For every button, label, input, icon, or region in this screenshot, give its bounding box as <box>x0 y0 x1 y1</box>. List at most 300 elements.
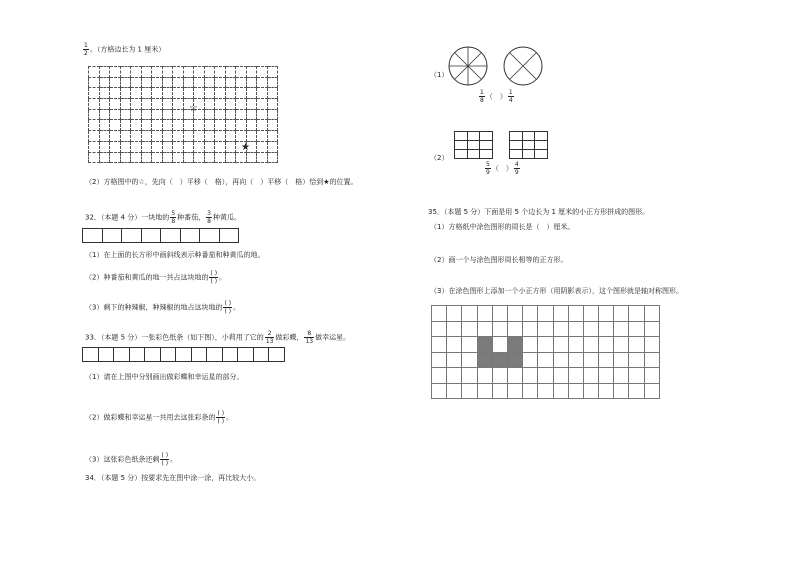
grid-cell <box>236 152 247 163</box>
grid-cell <box>492 383 507 399</box>
grid-cell <box>204 77 215 88</box>
grid-cell <box>492 337 507 353</box>
grid-cell <box>225 77 236 88</box>
grid-cell <box>225 131 236 142</box>
grid-cell <box>173 152 184 163</box>
rect-cell <box>522 150 535 159</box>
grid-cell <box>477 306 492 322</box>
grid-cell <box>141 109 152 120</box>
grid-cell <box>99 152 110 163</box>
grid-cell <box>131 120 142 131</box>
grid-cell <box>89 141 100 152</box>
grid-cell <box>99 99 110 110</box>
grid-cell <box>131 99 142 110</box>
grid-cell <box>538 383 553 399</box>
grid-cell <box>204 109 215 120</box>
grid-cell <box>141 77 152 88</box>
grid-cell <box>89 120 100 131</box>
grid-cell <box>599 352 614 368</box>
grid-cell <box>215 77 226 88</box>
grid-cell <box>599 337 614 353</box>
grid-cell <box>131 109 142 120</box>
q35-part3: （3）在涂色图形上添加一个小正方形（用阴影表示），这个图形就是轴对称图形。 <box>430 287 683 295</box>
rect-cell <box>480 150 493 159</box>
grid-cell <box>599 306 614 322</box>
grid-cell <box>236 99 247 110</box>
grid-cell <box>267 99 278 110</box>
grid-cell <box>120 77 131 88</box>
rect-cell <box>455 141 468 150</box>
grid-cell <box>110 109 121 120</box>
grid-cell <box>267 131 278 142</box>
grid-cell <box>99 77 110 88</box>
grid-cell <box>162 131 173 142</box>
grid-cell <box>432 337 447 353</box>
strip-cell <box>102 229 122 243</box>
rect-cell <box>535 132 548 141</box>
grid-cell <box>173 141 184 152</box>
grid-cell <box>629 306 644 322</box>
hollow-star: ☆ <box>189 103 198 114</box>
grid-cell <box>246 152 257 163</box>
grid-cell <box>204 131 215 142</box>
grid-cell <box>507 352 522 368</box>
grid-cell <box>173 131 184 142</box>
grid-cell <box>523 368 538 384</box>
grid-cell <box>120 99 131 110</box>
grid-cell <box>183 120 194 131</box>
rect-cell <box>455 132 468 141</box>
grid-cell <box>225 99 236 110</box>
strip-cell <box>253 348 269 362</box>
grid-cell <box>257 109 268 120</box>
strip-cell <box>129 348 145 362</box>
p2-label: （2） <box>430 154 449 162</box>
grid-cell <box>110 120 121 131</box>
grid-cell <box>432 383 447 399</box>
grid-cell <box>183 88 194 99</box>
grid-cell <box>110 77 121 88</box>
rect-cell <box>510 132 523 141</box>
grid-cell <box>432 306 447 322</box>
rectangle-ninths-right <box>509 131 548 159</box>
grid-cell <box>120 141 131 152</box>
thirteen-part-paper-strip <box>82 347 285 362</box>
grid-cell <box>194 67 205 78</box>
grid-cell <box>246 88 257 99</box>
grid-cell <box>215 131 226 142</box>
grid-cell <box>225 141 236 152</box>
grid-cell <box>131 131 142 142</box>
grid-cell <box>215 109 226 120</box>
grid-cell <box>257 88 268 99</box>
grid-cell <box>110 67 121 78</box>
grid-cell <box>131 141 142 152</box>
grid-cell <box>614 383 629 399</box>
grid-cell <box>267 109 278 120</box>
grid-cell <box>131 67 142 78</box>
grid-cell <box>568 337 583 353</box>
grid-cell <box>131 77 142 88</box>
grid-cell <box>644 368 659 384</box>
grid-cell <box>110 88 121 99</box>
grid-cell <box>173 120 184 131</box>
grid-cell <box>644 383 659 399</box>
rect-cell <box>480 141 493 150</box>
grid-cell <box>162 120 173 131</box>
strip-cell <box>160 348 176 362</box>
grid-cell <box>257 152 268 163</box>
grid-cell <box>89 99 100 110</box>
grid-cell <box>99 141 110 152</box>
rect-cell <box>510 150 523 159</box>
grid-cell <box>462 321 477 337</box>
grid-cell <box>162 67 173 78</box>
q32-part3: （3）剩下的种辣椒，种辣椒的地占这块地的 $\frac{( )}{( )}$ 。 <box>85 300 241 315</box>
grid-cell <box>507 337 522 353</box>
grid-cell <box>236 131 247 142</box>
grid-cell <box>152 77 163 88</box>
grid-cell <box>173 109 184 120</box>
strip-cell <box>83 229 103 243</box>
grid-cell <box>99 131 110 142</box>
grid-cell <box>99 120 110 131</box>
grid-cell <box>89 88 100 99</box>
grid-cell <box>477 337 492 353</box>
grid-cell <box>257 120 268 131</box>
grid-cell <box>462 383 477 399</box>
grid-cell <box>204 120 215 131</box>
grid-cell <box>152 141 163 152</box>
grid-cell <box>183 131 194 142</box>
strip-cell <box>269 348 285 362</box>
strip-cell <box>145 348 161 362</box>
grid-cell <box>568 352 583 368</box>
grid-cell <box>583 352 598 368</box>
grid-cell <box>257 131 268 142</box>
grid-cell <box>553 352 568 368</box>
grid-cell <box>162 88 173 99</box>
rect-cell <box>510 141 523 150</box>
grid-cell <box>538 306 553 322</box>
grid-cell <box>120 152 131 163</box>
grid-cell <box>538 337 553 353</box>
grid-cell <box>194 88 205 99</box>
grid-cell <box>194 120 205 131</box>
grid-cell <box>477 321 492 337</box>
p1-compare: $\frac{1}{8}$ （ ） $\frac{1}{4}$ <box>480 89 513 104</box>
grid-cell <box>236 77 247 88</box>
grid-cell <box>629 352 644 368</box>
grid-cell <box>225 120 236 131</box>
grid-cell <box>477 383 492 399</box>
grid-cell <box>246 77 257 88</box>
grid-cell <box>141 120 152 131</box>
grid-cell <box>120 120 131 131</box>
q35-header: 35．（本题 5 分）下面是用 5 个边长为 1 厘米的小正方形拼成的图形。 <box>428 208 650 216</box>
grid-cell <box>152 67 163 78</box>
grid-cell <box>141 88 152 99</box>
grid-cell <box>89 77 100 88</box>
grid-cell <box>215 88 226 99</box>
grid-cell <box>523 352 538 368</box>
grid-cell <box>267 141 278 152</box>
grid-cell <box>553 321 568 337</box>
grid-cell <box>110 141 121 152</box>
grid-cell <box>246 120 257 131</box>
grid-cell <box>99 88 110 99</box>
grid-cell <box>583 306 598 322</box>
q32-header: 32．（本题 4 分）一块地的 $\frac{5}{8}$ 种番茄， $\frac{3}{8}$ 种黄瓜。 <box>85 210 241 225</box>
grid-cell <box>553 368 568 384</box>
grid-cell <box>141 131 152 142</box>
grid-cell <box>257 99 268 110</box>
grid-cell <box>553 306 568 322</box>
q34-header: 34．（本题 5 分）按要求先在图中涂一涂，再比较大小。 <box>85 474 261 482</box>
p2-compare: $\frac{5}{9}$ （ ） $\frac{4}{9}$ <box>486 161 519 176</box>
strip-cell <box>200 229 220 243</box>
grid-cell <box>110 152 121 163</box>
grid-cell <box>120 131 131 142</box>
grid-cell <box>614 352 629 368</box>
grid-cell <box>152 131 163 142</box>
q31-header-fraction: $\frac{1}{2}$ <box>84 42 88 57</box>
grid-cell <box>173 88 184 99</box>
rect-cell <box>522 132 535 141</box>
grid-cell <box>538 368 553 384</box>
grid-cell <box>599 368 614 384</box>
q33-part3: （3）这张彩色纸条还剩 $\frac{( )}{( )}$ 。 <box>85 452 178 467</box>
strip-cell <box>191 348 207 362</box>
grid-cell <box>629 321 644 337</box>
grid-cell <box>215 99 226 110</box>
grid-cell <box>246 131 257 142</box>
grid-cell <box>225 67 236 78</box>
grid-cell <box>194 131 205 142</box>
eight-part-rectangle <box>82 228 239 243</box>
rect-cell <box>522 141 535 150</box>
grid-cell <box>432 321 447 337</box>
grid-cell <box>583 368 598 384</box>
strip-cell <box>122 229 142 243</box>
grid-cell <box>614 306 629 322</box>
grid-cell <box>629 383 644 399</box>
grid-cell <box>492 352 507 368</box>
grid-cell <box>162 99 173 110</box>
strip-cell <box>222 348 238 362</box>
rect-cell <box>467 141 480 150</box>
q33-part1: （1）请在上图中分别画出做彩蝶和幸运星的部分。 <box>85 373 244 381</box>
grid-cell <box>152 109 163 120</box>
rect-cell <box>455 150 468 159</box>
q35-part2: （2）画一个与涂色图形周长相等的正方形。 <box>430 256 568 264</box>
rect-cell <box>535 141 548 150</box>
grid-cell <box>432 352 447 368</box>
p1-label: （1） <box>430 71 449 79</box>
grid-cell <box>599 321 614 337</box>
grid-cell <box>568 321 583 337</box>
grid-cell <box>614 337 629 353</box>
grid-cell <box>204 141 215 152</box>
grid-cell <box>267 120 278 131</box>
grid-cell <box>204 99 215 110</box>
grid-cell <box>644 306 659 322</box>
grid-cell <box>225 88 236 99</box>
grid-cell <box>236 67 247 78</box>
grid-cell <box>99 67 110 78</box>
grid-cell <box>432 368 447 384</box>
grid-cell <box>215 141 226 152</box>
grid-cell <box>215 67 226 78</box>
grid-cell <box>538 321 553 337</box>
strip-cell <box>83 348 99 362</box>
grid-cell <box>183 77 194 88</box>
grid-cell <box>462 368 477 384</box>
grid-cell <box>120 109 131 120</box>
grid-cell <box>141 67 152 78</box>
grid-cell <box>162 109 173 120</box>
grid-cell <box>89 152 100 163</box>
strip-cell <box>98 348 114 362</box>
grid-cell <box>120 67 131 78</box>
strip-cell <box>180 229 200 243</box>
grid-cell <box>629 337 644 353</box>
q32-part1: （1）在上面的长方形中画斜线表示种番茄和种黄瓜的地。 <box>85 251 265 259</box>
grid-cell <box>447 368 462 384</box>
grid-cell <box>553 337 568 353</box>
grid-cell <box>215 120 226 131</box>
grid-cell <box>644 352 659 368</box>
grid-cell <box>194 77 205 88</box>
grid-cell <box>599 383 614 399</box>
grid-cell <box>507 306 522 322</box>
grid-cell <box>173 67 184 78</box>
grid-cell <box>183 141 194 152</box>
rectangle-ninths-left <box>454 131 493 159</box>
circle-quarters <box>503 46 543 86</box>
grid-cell <box>225 152 236 163</box>
q31-header-text: 。（方格边长为 1 厘米） <box>89 45 166 54</box>
grid-cell <box>267 88 278 99</box>
grid-cell <box>644 337 659 353</box>
grid-cell <box>162 152 173 163</box>
grid-cell <box>583 337 598 353</box>
grid-cell <box>477 368 492 384</box>
grid-cell <box>523 321 538 337</box>
grid-cell <box>447 337 462 353</box>
grid-cell <box>553 383 568 399</box>
grid-cell <box>267 67 278 78</box>
rect-cell <box>467 132 480 141</box>
grid-cell <box>141 152 152 163</box>
grid-cell <box>462 337 477 353</box>
q33-header: 33．（本题 5 分）一张彩色纸条（如下图），小莉用了它的 $\frac{2}{13}$ 做彩蝶， $\frac{8}{13}$ 做幸运星。 <box>85 330 351 345</box>
grid-cell <box>507 383 522 399</box>
rect-cell <box>467 150 480 159</box>
grid-cell <box>644 321 659 337</box>
grid-cell <box>447 321 462 337</box>
grid-cell <box>89 109 100 120</box>
grid-cell <box>523 383 538 399</box>
grid-cell <box>568 306 583 322</box>
strip-cell <box>114 348 130 362</box>
grid-cell <box>523 337 538 353</box>
grid-cell <box>236 120 247 131</box>
grid-cell <box>236 88 247 99</box>
grid-cell <box>614 321 629 337</box>
grid-cell <box>246 109 257 120</box>
grid-cell <box>583 321 598 337</box>
grid-cell <box>614 368 629 384</box>
grid-cell <box>89 67 100 78</box>
grid-cell <box>162 77 173 88</box>
grid-cell <box>110 131 121 142</box>
solid-star: ★ <box>241 142 250 153</box>
strip-cell <box>176 348 192 362</box>
grid-cell <box>447 383 462 399</box>
grid-cell <box>225 109 236 120</box>
grid-cell <box>110 99 121 110</box>
grid-cell <box>477 352 492 368</box>
grid-cell <box>507 368 522 384</box>
rect-cell <box>535 150 548 159</box>
q33-part2: （2）做彩蝶和幸运星一共用去这张彩条的 $\frac{( )}{( )}$ 。 <box>85 410 234 425</box>
grid-cell <box>462 306 477 322</box>
grid-cell <box>538 352 553 368</box>
grid-cell <box>173 99 184 110</box>
grid-cell <box>141 99 152 110</box>
grid-cell <box>141 141 152 152</box>
grid-cell <box>568 368 583 384</box>
rect-cell <box>480 132 493 141</box>
grid-cell <box>204 88 215 99</box>
grid-cell <box>215 152 226 163</box>
grid-cell <box>246 99 257 110</box>
grid-cell <box>492 321 507 337</box>
strip-cell <box>141 229 161 243</box>
grid-cell <box>183 67 194 78</box>
circle-eighths <box>448 46 488 86</box>
grid-cell <box>523 306 538 322</box>
grid-cell <box>447 306 462 322</box>
grid-cell <box>236 109 247 120</box>
strip-cell <box>238 348 254 362</box>
grid-cell <box>492 368 507 384</box>
strip-cell <box>161 229 181 243</box>
grid-cell <box>131 152 142 163</box>
grid-cell <box>257 77 268 88</box>
grid-cell <box>131 88 142 99</box>
grid-cell <box>583 383 598 399</box>
grid-cell <box>257 141 268 152</box>
grid-cell <box>152 99 163 110</box>
grid-cell <box>120 88 131 99</box>
grid-cell <box>89 131 100 142</box>
q35-square-grid <box>431 305 660 399</box>
strip-cell <box>219 229 239 243</box>
q32-part2: （2）种番茄和黄瓜的地一共占这块地的 $\frac{( )}{( )}$ 。 <box>85 270 227 285</box>
grid-cell <box>492 306 507 322</box>
grid-cell <box>173 77 184 88</box>
grid-cell <box>194 152 205 163</box>
grid-cell <box>246 67 257 78</box>
grid-cell <box>568 383 583 399</box>
grid-cell <box>629 368 644 384</box>
grid-cell <box>162 141 173 152</box>
grid-cell <box>267 152 278 163</box>
q31-part2: （2）方格图中的☆，先向（ ）平移（ 格），再向（ ）平移（ 格）恰到★的位置。 <box>85 178 358 186</box>
grid-cell <box>152 120 163 131</box>
